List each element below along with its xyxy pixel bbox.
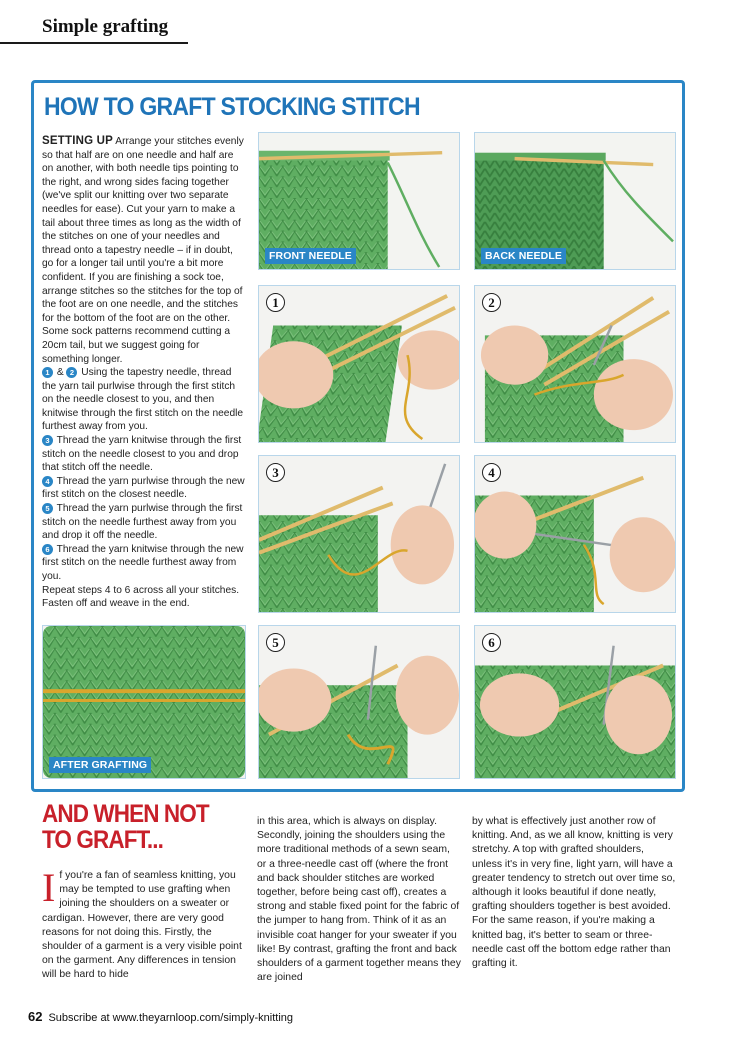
section-rule [0, 42, 188, 44]
article-title-line-2: TO GRAFT... [42, 826, 163, 854]
caption-back-needle: BACK NEEDLE [481, 248, 566, 264]
step-4-illustration [475, 456, 675, 612]
after-grafting-illustration [43, 626, 245, 778]
photo-step-6 [474, 625, 676, 779]
step-badge-6: 6 [482, 633, 501, 652]
photo-step-3 [258, 455, 460, 613]
subscribe-link[interactable]: Subscribe at www.theyarnloop.com/simply-knitting [48, 1012, 294, 1024]
step-badge-4: 4 [482, 463, 501, 482]
setup-paragraph [42, 135, 247, 366]
step-text: Thread the yarn knitwise through the first stitch on the needle closest to you and drop that stitch off the needle. [42, 435, 242, 474]
step-badge-1: 1 [266, 293, 285, 312]
article-column-1-text: f you're a fan of seamless knitting, you may be tempted to use grafting when joining the shoulders on a sweater or cardigan. However, there are very good reasons for not doing this. Firstly, the shoulder of a garment is a very visible point on the garment. Any differences in tension will be hard to hide [42, 870, 242, 981]
step-number-badge: 1 [42, 367, 53, 378]
step-badge-5: 5 [266, 633, 285, 652]
section-heading: Simple grafting [42, 16, 169, 37]
article-title [42, 801, 209, 853]
step-6-illustration [475, 626, 675, 778]
step-number-badge: 6 [42, 544, 53, 555]
step-text: Thread the yarn purlwise through the first stitch on the needle furthest away from you and drop it off the needle. [42, 503, 243, 542]
article-column-2: in this area, which is always on display. Secondly, joining the shoulders using the more traditional methods of a sewn seam, or a three-needle cast off (where the front and back shoulder stitches are worked together, before being cast off), creates a strong and stable fixed point for the fabric of the jumper to hang from. Think of it as an invisible coat hanger for your sweater if you like! By contrast, grafting the front and back shoulders of a garment together means they are joined [257, 816, 461, 984]
step-number-badge: 4 [42, 476, 53, 487]
step-number-badge: 2 [66, 367, 77, 378]
step-1-2 [42, 366, 247, 434]
step-5 [42, 502, 247, 543]
setup-body: Arrange your stitches evenly so that half are on one needle and half are on another, with both needle tips pointing to the right, and wrong sides facing together (we've split our knitting over two separate needles for ease). Cut your yarn to make a tail about three times as long as the width of the stitches on one of your needles and thread onto a tapestry needle – if in doubt, go for a longer tail until you're a bit more confident. If you are finishing a sock toe, arrange stitches so the stitches for the top of the foot are on one needle, and the stitches for the bottom of the foot are on the other. Some sock patterns recommend cutting a 20cm tail, but we suggest going for something longer. [42, 136, 244, 365]
photo-step-1 [258, 285, 460, 443]
step-badge-2: 2 [482, 293, 501, 312]
step-number-badge: 5 [42, 503, 53, 514]
step-text: Thread the yarn knitwise through the new first stitch on the needle furthest away from you. [42, 543, 244, 582]
step-number-badge: 3 [42, 435, 53, 446]
step-3-illustration [259, 456, 459, 612]
photo-after-grafting [42, 625, 246, 779]
step-1-illustration [259, 286, 459, 442]
closing-text: Repeat steps 4 to 6 across all your stitches. Fasten off and weave in the end. [42, 584, 240, 610]
article-title-line-1: AND WHEN NOT [42, 800, 209, 828]
caption-front-needle: FRONT NEEDLE [265, 248, 356, 264]
photo-front-needle [258, 132, 460, 270]
step-2-illustration [475, 286, 675, 442]
photo-step-5 [258, 625, 460, 779]
setup-lead: SETTING UP [42, 135, 114, 147]
drop-cap: I [42, 865, 56, 910]
step-5-illustration [259, 626, 459, 778]
photo-step-4 [474, 455, 676, 613]
step-badge-3: 3 [266, 463, 285, 482]
caption-after-grafting: AFTER GRAFTING [49, 757, 151, 773]
step-text: Thread the yarn purlwise through the new first stitch on the closest needle. [42, 475, 245, 501]
step-joiner: & [54, 367, 67, 379]
instructions-text [42, 135, 247, 611]
photo-step-2 [474, 285, 676, 443]
article-column-3: by what is effectively just another row of knitting. And, as we all know, knitting is very stretchy. A top with grafted shoulders, unless it's in very fine, light yarn, will have a greater tendency to stretch out over time so, although it looks beautiful if done neatly, grafting shoulders together is best avoided. For the same reason, if you're making a knitted bag, it's better to seam or three-needle cast off the bottom edge rather than grafting it. [472, 816, 676, 970]
panel-title: HOW TO GRAFT STOCKING STITCH [44, 93, 420, 121]
article-column-1 [42, 865, 242, 983]
page-number: 62 [28, 1009, 43, 1024]
step-6 [42, 543, 247, 584]
step-3 [42, 434, 247, 475]
step-text: Using the tapestry needle, thread the yarn tail purlwise through the first stitch on the needle closest to you, and then knitwise through the first stitch on the needle furthest away from you. [42, 367, 244, 433]
page-footer [28, 1009, 293, 1024]
step-4 [42, 475, 247, 502]
photo-back-needle [474, 132, 676, 270]
how-to-panel [31, 80, 685, 792]
